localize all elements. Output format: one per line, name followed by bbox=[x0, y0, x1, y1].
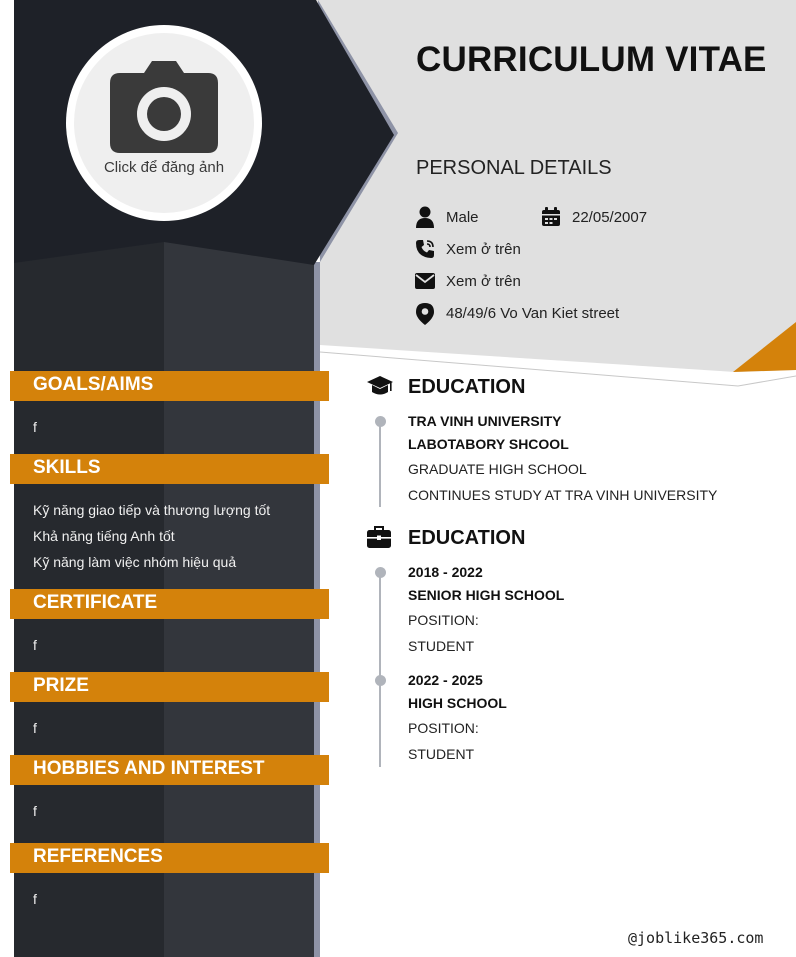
experience-company: SENIOR HIGH SCHOOL bbox=[408, 587, 565, 603]
experience-position: STUDENT bbox=[408, 638, 475, 654]
hobbies-text: f bbox=[33, 803, 37, 819]
experience-period: 2022 - 2025 bbox=[408, 672, 483, 688]
experience-position-label: POSITION: bbox=[408, 720, 479, 736]
dob-value: 22/05/2007 bbox=[572, 209, 648, 226]
footer-watermark: @joblike365.com bbox=[628, 929, 764, 947]
certificate-text: f bbox=[33, 637, 37, 653]
timeline-dot bbox=[375, 675, 386, 686]
location-pin-icon bbox=[416, 303, 436, 323]
education-line: CONTINUES STUDY AT TRA VINH UNIVERSITY bbox=[408, 487, 718, 503]
gender-value: Male bbox=[446, 209, 479, 226]
phone-icon bbox=[415, 239, 435, 259]
email-value: Xem ở trên bbox=[446, 273, 521, 290]
experience-timeline bbox=[379, 572, 381, 767]
graduation-cap-icon bbox=[367, 374, 393, 400]
certificate-title: CERTIFICATE bbox=[33, 592, 158, 613]
prize-header bbox=[10, 672, 329, 702]
timeline-dot bbox=[375, 416, 386, 427]
prize-text: f bbox=[33, 720, 37, 736]
personal-details-title: PERSONAL DETAILS bbox=[416, 157, 612, 179]
prize-title: PRIZE bbox=[33, 675, 89, 696]
references-text: f bbox=[33, 891, 37, 907]
phone-value: Xem ở trên bbox=[446, 241, 521, 258]
timeline-dot bbox=[375, 567, 386, 578]
skill-item: Kỹ năng làm việc nhóm hiệu quả bbox=[33, 554, 237, 570]
references-header bbox=[10, 843, 329, 873]
hobbies-header bbox=[10, 755, 329, 785]
references-title: REFERENCES bbox=[33, 846, 163, 867]
photo-caption[interactable]: Click để đăng ảnh bbox=[103, 159, 225, 176]
experience-position-label: POSITION: bbox=[408, 612, 479, 628]
skills-header bbox=[10, 454, 329, 484]
briefcase-icon bbox=[367, 525, 393, 551]
envelope-icon bbox=[415, 273, 435, 293]
experience-company: HIGH SCHOOL bbox=[408, 695, 507, 711]
education-title: EDUCATION bbox=[408, 376, 526, 398]
goals-text: f bbox=[33, 419, 37, 435]
goals-title: GOALS/AIMS bbox=[33, 374, 154, 395]
page-title: CURRICULUM VITAE bbox=[416, 40, 767, 79]
education-line: GRADUATE HIGH SCHOOL bbox=[408, 461, 587, 477]
calendar-icon bbox=[541, 207, 561, 227]
camera-icon[interactable] bbox=[110, 59, 218, 153]
user-icon bbox=[415, 206, 435, 226]
skill-item: Kỹ năng giao tiếp và thương lượng tốt bbox=[33, 502, 271, 518]
education-timeline bbox=[379, 421, 381, 507]
address-value: 48/49/6 Vo Van Kiet street bbox=[446, 305, 620, 322]
certificate-header bbox=[10, 589, 329, 619]
skill-item: Khả năng tiếng Anh tốt bbox=[33, 528, 175, 544]
hobbies-title: HOBBIES AND INTEREST bbox=[33, 758, 265, 779]
skills-title: SKILLS bbox=[33, 457, 101, 478]
experience-period: 2018 - 2022 bbox=[408, 564, 483, 580]
experience-title: EDUCATION bbox=[408, 527, 526, 549]
education-major: LABOTABORY SHCOOL bbox=[408, 436, 569, 452]
goals-header bbox=[10, 371, 329, 401]
education-school: TRA VINH UNIVERSITY bbox=[408, 413, 562, 429]
experience-position: STUDENT bbox=[408, 746, 475, 762]
